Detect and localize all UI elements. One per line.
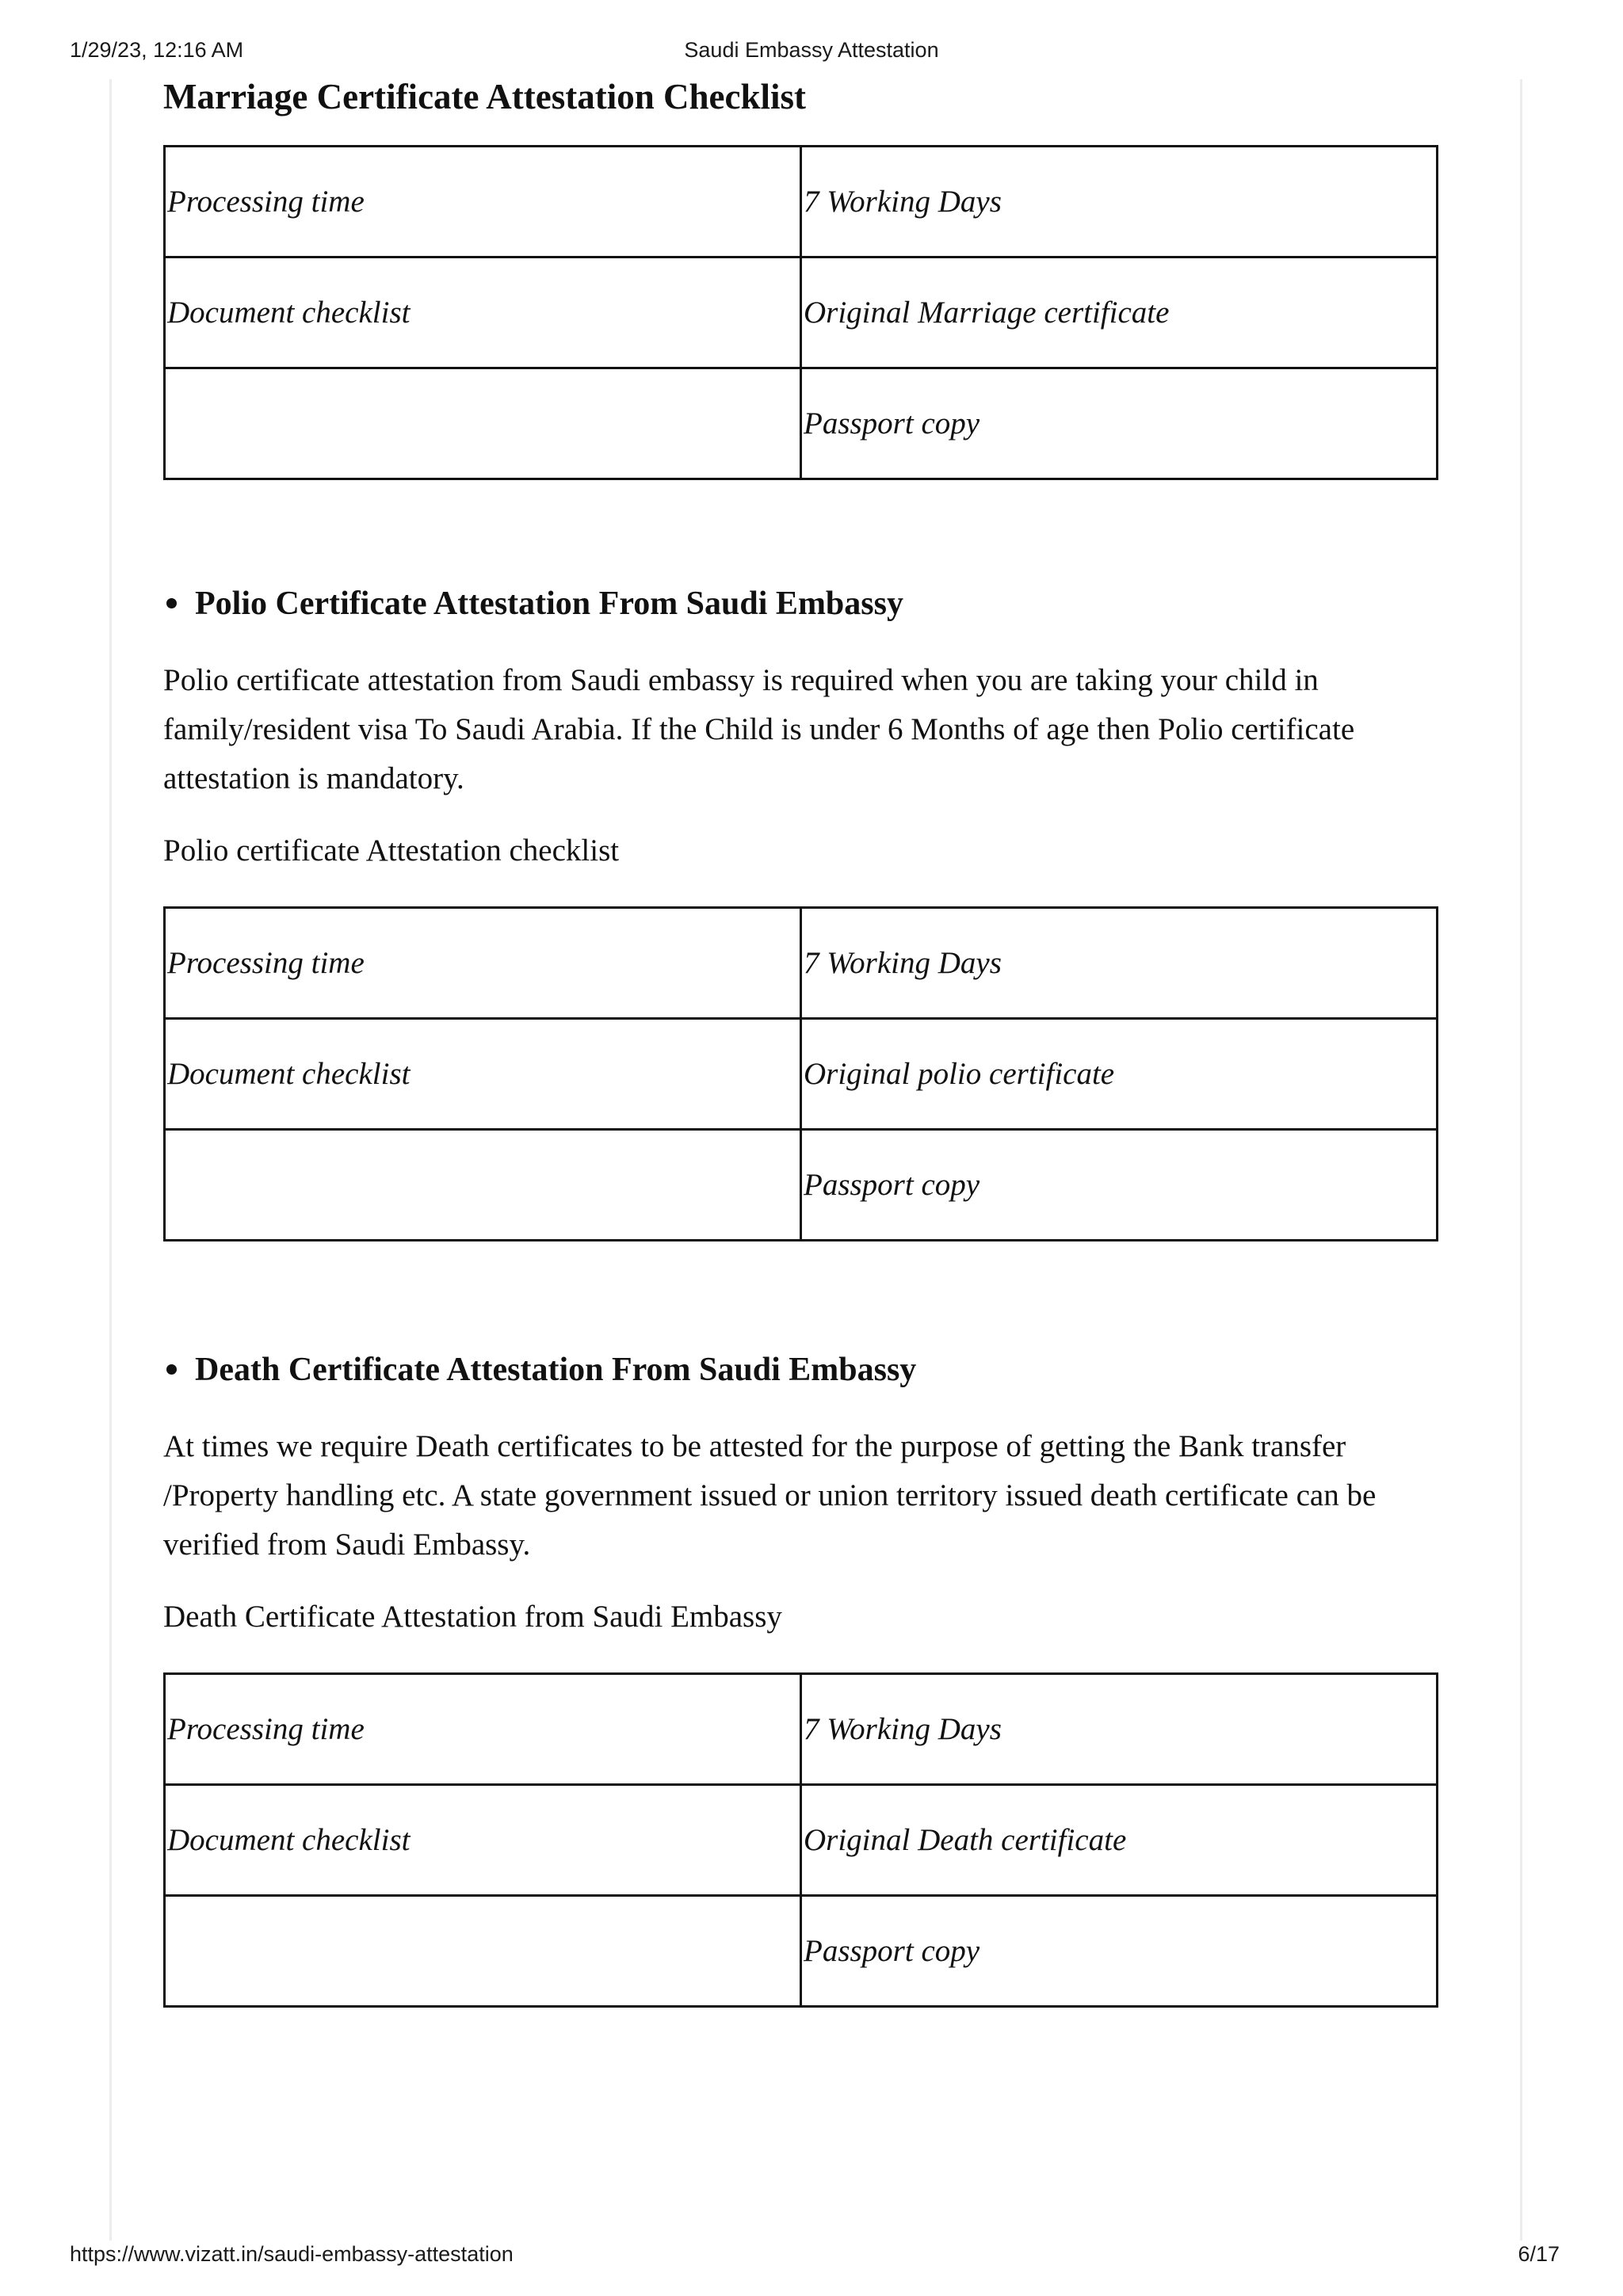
marriage-checklist-title: Marriage Certificate Attestation Checklist bbox=[163, 77, 806, 116]
marriage-checklist-table bbox=[163, 145, 1438, 480]
table-cell: Passport copy bbox=[801, 1896, 1438, 2007]
article-content bbox=[163, 73, 1463, 2008]
table-cell: 7 Working Days bbox=[801, 908, 1438, 1019]
death-section-heading bbox=[163, 1348, 1463, 1392]
death-heading-text: Death Certificate Attestation From Saudi Embassy bbox=[195, 1352, 917, 1388]
print-datetime: 1/29/23, 12:16 AM bbox=[70, 38, 244, 62]
table-cell: Passport copy bbox=[801, 1130, 1438, 1241]
table-cell: Original Marriage certificate bbox=[801, 257, 1438, 368]
polio-paragraph: Polio certificate attestation from Saudi embassy is required when you are taking your child in family/resident visa To Saudi Arabia. If the Child is under 6 Months of age then Polio certificate attestation is mandatory. bbox=[163, 663, 1355, 795]
table-cell: 7 Working Days bbox=[801, 147, 1438, 257]
table-cell: Processing time bbox=[165, 1674, 801, 1785]
death-paragraph: At times we require Death certificates to be attested for the purpose of getting the Bank transfer /Property handling etc. A state government issued or union territory issued death certificate can be verified from Saudi Embassy. bbox=[163, 1429, 1377, 1562]
table-row bbox=[165, 257, 1438, 368]
table-row bbox=[165, 147, 1438, 257]
table-cell: Original Death certificate bbox=[801, 1785, 1438, 1896]
table-row bbox=[165, 1674, 1438, 1785]
table-cell: Passport copy bbox=[801, 368, 1438, 479]
page-border-left bbox=[109, 79, 112, 2241]
table-row bbox=[165, 1896, 1438, 2007]
print-url: https://www.vizatt.in/saudi-embassy-attestation bbox=[70, 2242, 514, 2266]
table-row bbox=[165, 368, 1438, 479]
polio-heading-text: Polio Certificate Attestation From Saudi Embassy bbox=[195, 585, 903, 622]
table-row bbox=[165, 1130, 1438, 1241]
table-cell bbox=[165, 1896, 801, 2007]
print-header bbox=[0, 38, 1623, 70]
polio-section-heading bbox=[163, 582, 1463, 626]
table-cell: Document checklist bbox=[165, 1785, 801, 1896]
print-page-title: Saudi Embassy Attestation bbox=[684, 38, 939, 62]
page-border-right bbox=[1520, 79, 1522, 2241]
table-cell: Original polio certificate bbox=[801, 1019, 1438, 1130]
death-checklist-table bbox=[163, 1672, 1438, 2008]
table-cell: Document checklist bbox=[165, 257, 801, 368]
table-cell: Document checklist bbox=[165, 1019, 801, 1130]
table-row bbox=[165, 1019, 1438, 1130]
print-footer bbox=[0, 2242, 1623, 2274]
table-row bbox=[165, 908, 1438, 1019]
polio-checklist-caption: Polio certificate Attestation checklist bbox=[163, 833, 620, 868]
print-page-number: 6/17 bbox=[1518, 2242, 1560, 2266]
bullet-icon bbox=[166, 598, 177, 608]
table-cell: 7 Working Days bbox=[801, 1674, 1438, 1785]
table-cell bbox=[165, 1130, 801, 1241]
polio-checklist-table bbox=[163, 906, 1438, 1241]
table-row bbox=[165, 1785, 1438, 1896]
table-cell: Processing time bbox=[165, 908, 801, 1019]
bullet-icon bbox=[166, 1364, 177, 1375]
death-checklist-caption: Death Certificate Attestation from Saudi Embassy bbox=[163, 1600, 782, 1634]
table-cell bbox=[165, 368, 801, 479]
table-cell: Processing time bbox=[165, 147, 801, 257]
